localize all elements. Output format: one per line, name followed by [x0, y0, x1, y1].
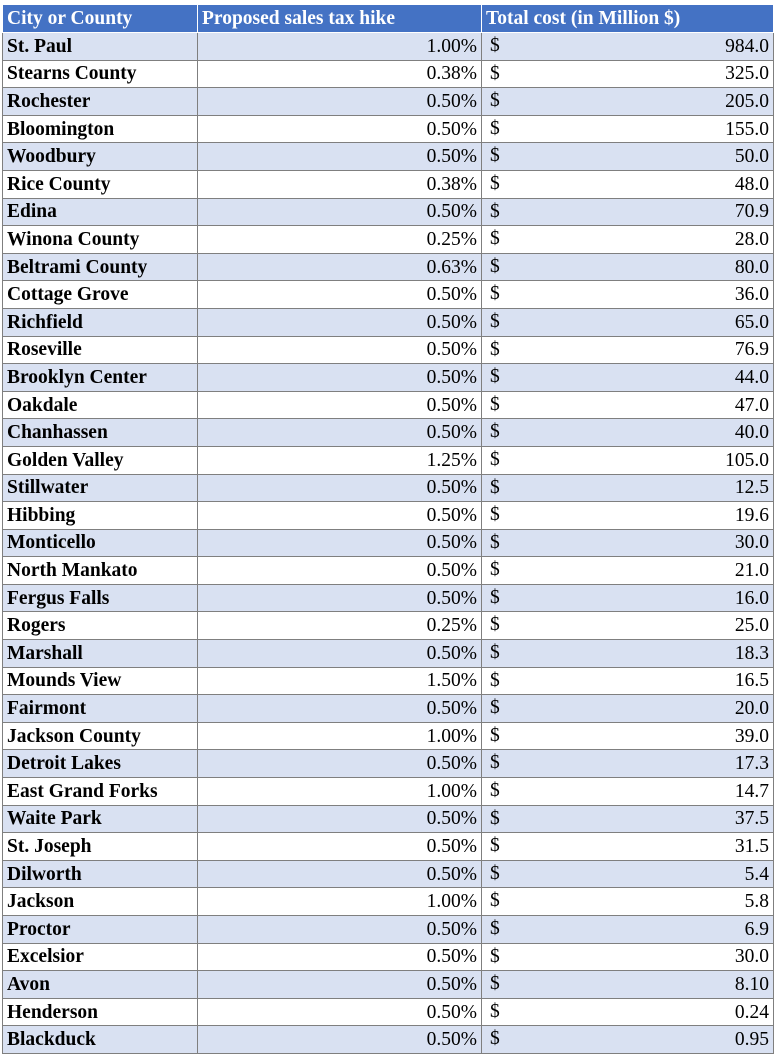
tax-rate-cell[interactable]: 0.50% [198, 584, 482, 612]
currency-symbol: $ [490, 172, 500, 194]
tax-rate-cell[interactable]: 0.25% [198, 226, 482, 254]
city-cell[interactable]: Monticello [3, 529, 198, 557]
total-cost-cell[interactable] [482, 833, 774, 861]
total-cost-cell[interactable] [482, 695, 774, 723]
city-cell[interactable]: Fairmont [3, 695, 198, 723]
currency-symbol: $ [490, 890, 500, 912]
city-cell[interactable]: Richfield [3, 308, 198, 336]
total-cost-cell[interactable] [482, 446, 774, 474]
tax-rate-cell[interactable]: 1.50% [198, 667, 482, 695]
currency-symbol: $ [490, 62, 500, 84]
currency-symbol: $ [490, 117, 500, 139]
table-row [3, 557, 774, 585]
city-cell[interactable]: Avon [3, 971, 198, 999]
cost-value: 16.5 [734, 670, 769, 692]
sales-tax-table [2, 4, 774, 1054]
currency-symbol: $ [490, 200, 500, 222]
total-cost-cell[interactable] [482, 33, 774, 61]
cost-value: 325.0 [725, 63, 769, 85]
city-cell[interactable]: Brooklyn Center [3, 364, 198, 392]
cost-value: 44.0 [734, 366, 769, 388]
total-cost-cell[interactable] [482, 170, 774, 198]
table-row [3, 364, 774, 392]
cost-value: 70.9 [734, 201, 769, 223]
tax-rate-cell[interactable]: 0.50% [198, 474, 482, 502]
currency-symbol: $ [490, 807, 500, 829]
currency-symbol: $ [490, 752, 500, 774]
currency-symbol: $ [490, 697, 500, 719]
total-cost-cell[interactable] [482, 88, 774, 116]
cost-value: 28.0 [734, 228, 769, 250]
cost-value: 47.0 [734, 394, 769, 416]
currency-symbol: $ [490, 559, 500, 581]
table-row [3, 226, 774, 254]
city-cell[interactable]: Chanhassen [3, 419, 198, 447]
table-row [3, 860, 774, 888]
currency-symbol: $ [490, 724, 500, 746]
city-cell[interactable]: Bloomington [3, 115, 198, 143]
table-row [3, 722, 774, 750]
table-row [3, 833, 774, 861]
total-cost-cell[interactable] [482, 474, 774, 502]
cost-value: 205.0 [725, 90, 769, 112]
total-cost-cell[interactable] [482, 502, 774, 530]
currency-symbol: $ [490, 338, 500, 360]
total-cost-cell[interactable] [482, 1026, 774, 1054]
currency-symbol: $ [490, 642, 500, 664]
total-cost-cell[interactable] [482, 198, 774, 226]
city-cell[interactable]: Fergus Falls [3, 584, 198, 612]
table-row [3, 308, 774, 336]
city-cell[interactable]: Dilworth [3, 860, 198, 888]
table-row [3, 998, 774, 1026]
total-cost-cell[interactable] [482, 971, 774, 999]
city-cell[interactable]: Rice County [3, 170, 198, 198]
cost-value: 80.0 [734, 256, 769, 278]
total-cost-cell[interactable] [482, 529, 774, 557]
tax-rate-cell[interactable]: 0.50% [198, 419, 482, 447]
cost-value: 25.0 [734, 615, 769, 637]
tax-rate-cell[interactable]: 1.00% [198, 33, 482, 61]
table-row [3, 281, 774, 309]
table-row [3, 88, 774, 116]
city-cell[interactable]: Stillwater [3, 474, 198, 502]
cost-value: 5.4 [744, 863, 769, 885]
table-row [3, 695, 774, 723]
currency-symbol: $ [490, 255, 500, 277]
cost-value: 14.7 [734, 780, 769, 802]
city-cell[interactable]: Jackson [3, 888, 198, 916]
tax-rate-cell[interactable]: 0.50% [198, 502, 482, 530]
table-row [3, 778, 774, 806]
cost-value: 155.0 [725, 118, 769, 140]
city-cell[interactable]: St. Joseph [3, 833, 198, 861]
table-row [3, 529, 774, 557]
total-cost-cell[interactable] [482, 916, 774, 944]
city-cell[interactable]: Winona County [3, 226, 198, 254]
cost-value: 8.10 [734, 973, 769, 995]
cost-value: 21.0 [734, 560, 769, 582]
total-cost-cell[interactable] [482, 750, 774, 778]
currency-symbol: $ [490, 945, 500, 967]
tax-rate-cell[interactable]: 0.50% [198, 860, 482, 888]
table-row [3, 750, 774, 778]
city-cell[interactable]: Roseville [3, 336, 198, 364]
city-cell[interactable]: Golden Valley [3, 446, 198, 474]
tax-rate-cell[interactable]: 0.50% [198, 391, 482, 419]
currency-symbol: $ [490, 586, 500, 608]
tax-rate-cell[interactable]: 0.50% [198, 336, 482, 364]
city-cell[interactable]: Edina [3, 198, 198, 226]
city-cell[interactable]: Rochester [3, 88, 198, 116]
table-row [3, 1026, 774, 1054]
cost-value: 30.0 [734, 532, 769, 554]
city-cell[interactable]: Henderson [3, 998, 198, 1026]
city-cell[interactable]: Hibbing [3, 502, 198, 530]
tax-rate-cell[interactable]: 1.00% [198, 888, 482, 916]
tax-rate-cell[interactable]: 0.25% [198, 612, 482, 640]
cost-value: 39.0 [734, 725, 769, 747]
table-row [3, 612, 774, 640]
tax-rate-cell[interactable]: 0.50% [198, 198, 482, 226]
table-row [3, 805, 774, 833]
total-cost-cell[interactable] [482, 778, 774, 806]
cost-value: 65.0 [734, 311, 769, 333]
tax-rate-cell[interactable]: 0.50% [198, 1026, 482, 1054]
currency-symbol: $ [490, 918, 500, 939]
table-row [3, 391, 774, 419]
currency-symbol: $ [490, 366, 500, 388]
table-row [3, 971, 774, 999]
total-cost-cell[interactable] [482, 60, 774, 88]
total-cost-cell[interactable] [482, 226, 774, 254]
tax-rate-cell[interactable]: 0.50% [198, 916, 482, 944]
city-cell[interactable]: Stearns County [3, 60, 198, 88]
currency-symbol: $ [490, 228, 500, 250]
tax-rate-cell[interactable]: 0.50% [198, 943, 482, 971]
table-row [3, 502, 774, 530]
total-cost-cell[interactable] [482, 308, 774, 336]
table-row [3, 667, 774, 695]
city-cell[interactable]: Cottage Grove [3, 281, 198, 309]
total-cost-cell[interactable] [482, 419, 774, 447]
table-row [3, 143, 774, 171]
currency-symbol: $ [490, 35, 500, 56]
tax-rate-cell[interactable]: 0.50% [198, 364, 482, 392]
tax-rate-cell[interactable]: 1.00% [198, 778, 482, 806]
cost-value: 17.3 [734, 753, 769, 775]
currency-symbol: $ [490, 283, 500, 305]
cost-value: 30.0 [734, 946, 769, 968]
total-cost-cell[interactable] [482, 336, 774, 364]
tax-rate-cell[interactable]: 1.25% [198, 446, 482, 474]
table-row [3, 253, 774, 281]
currency-symbol: $ [490, 669, 500, 691]
tax-rate-cell[interactable]: 0.50% [198, 750, 482, 778]
currency-symbol: $ [490, 862, 500, 884]
city-cell[interactable]: Jackson County [3, 722, 198, 750]
city-cell[interactable]: Woodbury [3, 143, 198, 171]
tax-rate-cell[interactable]: 1.00% [198, 722, 482, 750]
tax-rate-cell[interactable]: 0.38% [198, 60, 482, 88]
tax-rate-cell[interactable]: 0.50% [198, 805, 482, 833]
cost-value: 105.0 [725, 449, 769, 471]
cost-value: 20.0 [734, 698, 769, 720]
city-cell[interactable]: Excelsior [3, 943, 198, 971]
city-cell[interactable]: Oakdale [3, 391, 198, 419]
currency-symbol: $ [490, 90, 500, 112]
total-cost-cell[interactable] [482, 253, 774, 281]
city-cell[interactable]: Rogers [3, 612, 198, 640]
city-cell[interactable]: North Mankato [3, 557, 198, 585]
city-cell[interactable]: Proctor [3, 916, 198, 944]
cost-value: 5.8 [744, 891, 769, 913]
city-cell[interactable]: St. Paul [3, 33, 198, 61]
header-proposed-tax-hike[interactable]: Proposed sales tax hike [198, 5, 482, 33]
table-row [3, 33, 774, 61]
cost-value: 984.0 [725, 35, 769, 57]
table-row [3, 916, 774, 944]
currency-symbol: $ [490, 1028, 500, 1050]
tax-rate-cell[interactable]: 0.50% [198, 971, 482, 999]
total-cost-cell[interactable] [482, 667, 774, 695]
tax-rate-cell[interactable]: 0.38% [198, 170, 482, 198]
total-cost-cell[interactable] [482, 612, 774, 640]
total-cost-cell[interactable] [482, 364, 774, 392]
currency-symbol: $ [490, 835, 500, 857]
total-cost-cell[interactable] [482, 584, 774, 612]
table-row [3, 198, 774, 226]
city-cell[interactable]: Detroit Lakes [3, 750, 198, 778]
table-row [3, 446, 774, 474]
tax-rate-cell[interactable]: 0.50% [198, 143, 482, 171]
header-city-or-county[interactable]: City or County [3, 5, 198, 33]
currency-symbol: $ [490, 504, 500, 526]
total-cost-cell[interactable] [482, 722, 774, 750]
spreadsheet-table [2, 4, 773, 1054]
total-cost-cell[interactable] [482, 281, 774, 309]
total-cost-cell[interactable] [482, 860, 774, 888]
city-cell[interactable]: Waite Park [3, 805, 198, 833]
cost-value: 0.95 [734, 1029, 769, 1051]
total-cost-cell[interactable] [482, 391, 774, 419]
table-row [3, 474, 774, 502]
currency-symbol: $ [490, 476, 500, 498]
tax-rate-cell[interactable]: 0.50% [198, 529, 482, 557]
tax-rate-cell[interactable]: 0.50% [198, 88, 482, 116]
table-row [3, 419, 774, 447]
currency-symbol: $ [490, 1000, 500, 1022]
cost-value: 48.0 [734, 173, 769, 195]
currency-symbol: $ [490, 310, 500, 332]
total-cost-cell[interactable] [482, 640, 774, 668]
tax-rate-cell[interactable]: 0.50% [198, 640, 482, 668]
total-cost-cell[interactable] [482, 115, 774, 143]
tax-rate-cell[interactable]: 0.50% [198, 308, 482, 336]
currency-symbol: $ [490, 448, 500, 470]
tax-rate-cell[interactable]: 0.50% [198, 998, 482, 1026]
tax-rate-cell[interactable]: 0.50% [198, 833, 482, 861]
currency-symbol: $ [490, 780, 500, 802]
currency-symbol: $ [490, 614, 500, 636]
total-cost-cell[interactable] [482, 557, 774, 585]
cost-value: 19.6 [734, 504, 769, 526]
total-cost-cell[interactable] [482, 998, 774, 1026]
city-cell[interactable]: Blackduck [3, 1026, 198, 1054]
tax-rate-cell[interactable]: 0.50% [198, 281, 482, 309]
cost-value: 76.9 [734, 339, 769, 361]
cost-value: 18.3 [734, 642, 769, 664]
header-total-cost[interactable]: Total cost (in Million $) [482, 5, 774, 33]
table-row [3, 640, 774, 668]
table-row [3, 60, 774, 88]
currency-symbol: $ [490, 973, 500, 995]
cost-value: 40.0 [734, 422, 769, 444]
city-cell[interactable]: Beltrami County [3, 253, 198, 281]
table-row [3, 943, 774, 971]
table-row [3, 584, 774, 612]
tax-rate-cell[interactable]: 0.50% [198, 557, 482, 585]
tax-rate-cell[interactable]: 0.50% [198, 695, 482, 723]
currency-symbol: $ [490, 145, 500, 167]
table-row [3, 115, 774, 143]
cost-value: 31.5 [734, 836, 769, 858]
total-cost-cell[interactable] [482, 805, 774, 833]
city-cell[interactable]: Mounds View [3, 667, 198, 695]
currency-symbol: $ [490, 421, 500, 443]
cost-value: 37.5 [734, 808, 769, 830]
tax-rate-cell[interactable]: 0.50% [198, 115, 482, 143]
total-cost-cell[interactable] [482, 888, 774, 916]
currency-symbol: $ [490, 393, 500, 415]
total-cost-cell[interactable] [482, 943, 774, 971]
cost-value: 12.5 [734, 477, 769, 499]
table-body [3, 33, 774, 1054]
header-row [3, 5, 774, 33]
cost-value: 50.0 [734, 146, 769, 168]
cost-value: 6.9 [744, 918, 769, 940]
cost-value: 36.0 [734, 284, 769, 306]
total-cost-cell[interactable] [482, 143, 774, 171]
table-row [3, 888, 774, 916]
tax-rate-cell[interactable]: 0.63% [198, 253, 482, 281]
table-row [3, 170, 774, 198]
table-row [3, 336, 774, 364]
cost-value: 0.24 [734, 1001, 769, 1023]
cost-value: 16.0 [734, 587, 769, 609]
currency-symbol: $ [490, 531, 500, 553]
city-cell[interactable]: Marshall [3, 640, 198, 668]
city-cell[interactable]: East Grand Forks [3, 778, 198, 806]
